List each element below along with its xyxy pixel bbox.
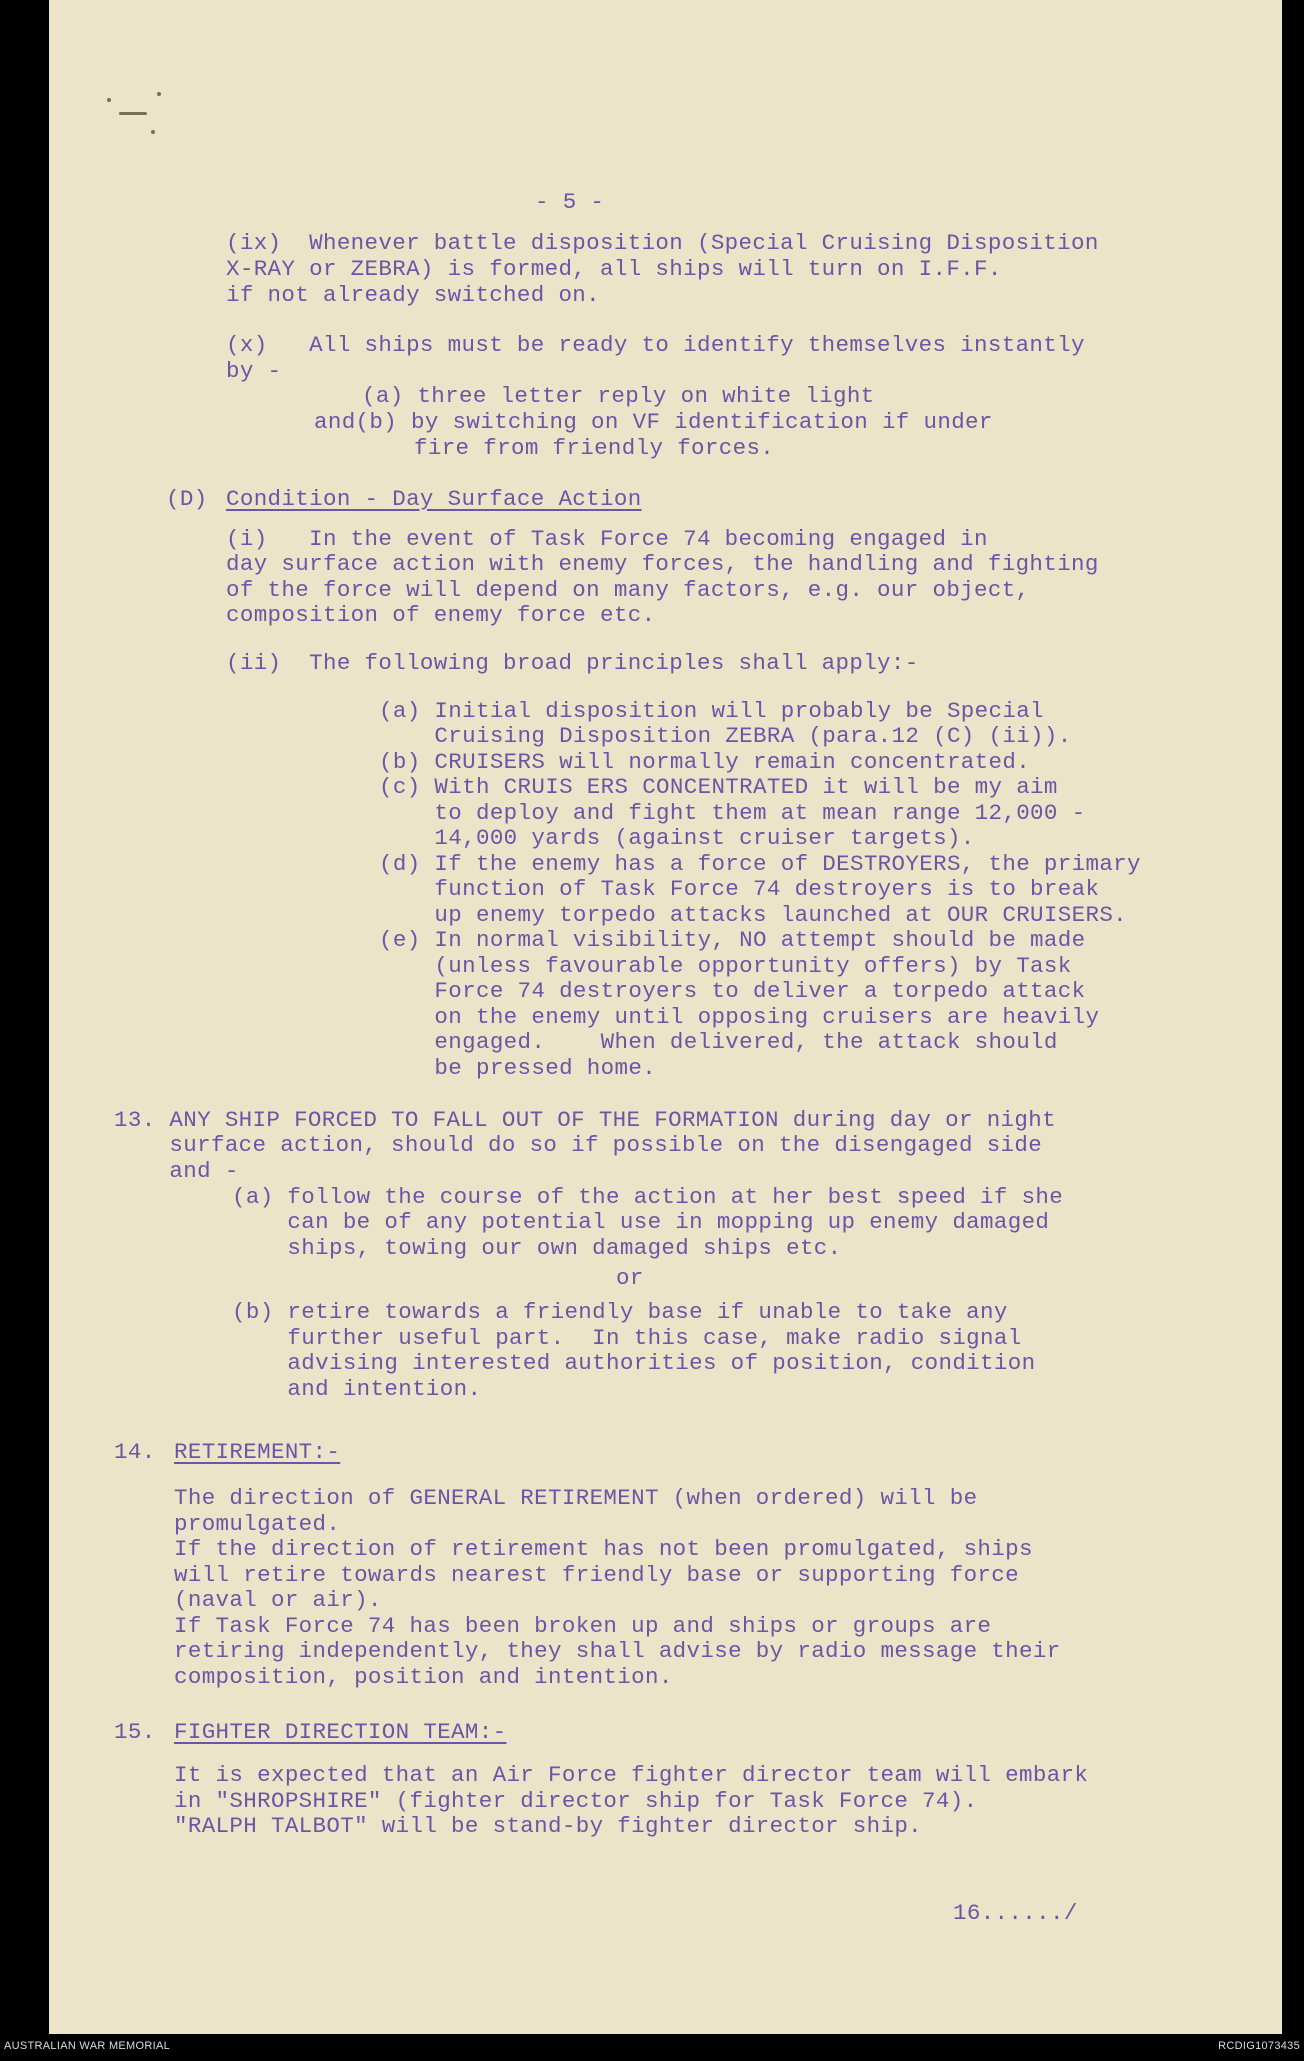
list-item: (b) CRUISERS will normally remain concentrated. <box>379 749 1031 775</box>
list-item: up enemy torpedo attacks launched at OUR CRUISERS. <box>379 902 1128 928</box>
list-item: Force 74 destroyers to deliver a torpedo attack <box>379 978 1086 1004</box>
section-label: (D) <box>166 486 208 512</box>
list-item: (a) follow the course of the action at her best speed if she <box>232 1184 1064 1210</box>
list-item: can be of any potential use in mopping up enemy damaged <box>232 1209 1050 1235</box>
section-heading: FIGHTER DIRECTION TEAM:- <box>174 1719 507 1745</box>
list-item: advising interested authorities of position, condition <box>232 1350 1036 1376</box>
list-item: be pressed home. <box>379 1055 657 1081</box>
page-number: - 5 - <box>535 189 605 215</box>
list-item: Cruising Disposition ZEBRA (para.12 (C) (ii)). <box>379 723 1072 749</box>
list-item: further useful part. In this case, make radio signal <box>232 1325 1022 1351</box>
text-line: (i) In the event of Task Force 74 becoming engaged in <box>226 526 988 552</box>
or-separator: or <box>616 1265 644 1291</box>
text-line: (ix) Whenever battle disposition (Special Cruising Disposition <box>226 230 1099 256</box>
text-line: If Task Force 74 has been broken up and ships or groups are <box>174 1613 992 1639</box>
text-line: composition of enemy force etc. <box>226 602 656 628</box>
text-line: of the force will depend on many factors, e.g. our object, <box>226 577 1030 603</box>
list-item: and intention. <box>232 1376 482 1402</box>
footer-right: RCDIG1073435 <box>1218 2040 1300 2052</box>
list-item: engaged. When delivered, the attack should <box>379 1029 1058 1055</box>
list-item: ships, towing our own damaged ships etc. <box>232 1235 842 1261</box>
text-line: and(b) by switching on VF identification if under <box>314 409 993 435</box>
list-item: (unless favourable opportunity offers) by Task <box>379 953 1072 979</box>
text-line: 13. ANY SHIP FORCED TO FALL OUT OF THE FORMATION during day or night <box>114 1107 1056 1133</box>
text-line: If the direction of retirement has not been promulgated, ships <box>174 1536 1033 1562</box>
list-item: (c) With CRUIS ERS CONCENTRATED it will be my aim <box>379 774 1058 800</box>
list-item: 14,000 yards (against cruiser targets). <box>379 825 975 851</box>
section-heading: RETIREMENT:- <box>174 1439 341 1465</box>
section-number: 15. <box>114 1719 156 1745</box>
text-line: (x) All ships must be ready to identify themselves instantly <box>226 332 1085 358</box>
footer-left: AUSTRALIAN WAR MEMORIAL <box>4 2040 171 2052</box>
text-line: It is expected that an Air Force fighter director team will embark <box>174 1762 1089 1788</box>
list-item: function of Task Force 74 destroyers is to break <box>379 876 1100 902</box>
list-item: on the enemy until opposing cruisers are heavily <box>379 1004 1100 1030</box>
text-line: X-RAY or ZEBRA) is formed, all ships will turn on I.F.F. <box>226 256 1002 282</box>
section-number: 14. <box>114 1439 156 1465</box>
text-line: by - <box>226 358 282 384</box>
list-item: (e) In normal visibility, NO attempt should be made <box>379 927 1086 953</box>
list-item: (b) retire towards a friendly base if unable to take any <box>232 1299 1008 1325</box>
text-line: and - <box>114 1158 239 1184</box>
text-line: retiring independently, they shall advise by radio message their <box>174 1638 1061 1664</box>
list-item: (d) If the enemy has a force of DESTROYERS, the primary <box>379 851 1141 877</box>
text-line: (naval or air). <box>174 1587 382 1613</box>
text-line: promulgated. <box>174 1511 341 1537</box>
text-line: surface action, should do so if possible on the disengaged side <box>114 1132 1043 1158</box>
text-line: will retire towards nearest friendly base or supporting force <box>174 1562 1019 1588</box>
text-line: if not already switched on. <box>226 282 601 308</box>
text-line: in "SHROPSHIRE" (fighter director ship for Task Force 74). <box>174 1788 978 1814</box>
text-line: day surface action with enemy forces, the handling and fighting <box>226 551 1099 577</box>
text-line: The direction of GENERAL RETIREMENT (when ordered) will be <box>174 1485 978 1511</box>
text-line: "RALPH TALBOT" will be stand-by fighter director ship. <box>174 1813 923 1839</box>
continuation-marker: 16....../ <box>953 1900 1078 1926</box>
list-item: (a) Initial disposition will probably be Special <box>379 698 1044 724</box>
text-line: (ii) The following broad principles shall apply:- <box>226 650 919 676</box>
section-heading: Condition - Day Surface Action <box>226 486 642 512</box>
text-line: (a) three letter reply on white light <box>362 383 875 409</box>
text-line: composition, position and intention. <box>174 1664 673 1690</box>
list-item: to deploy and fight them at mean range 12,000 - <box>379 800 1086 826</box>
text-line: fire from friendly forces. <box>414 435 775 461</box>
